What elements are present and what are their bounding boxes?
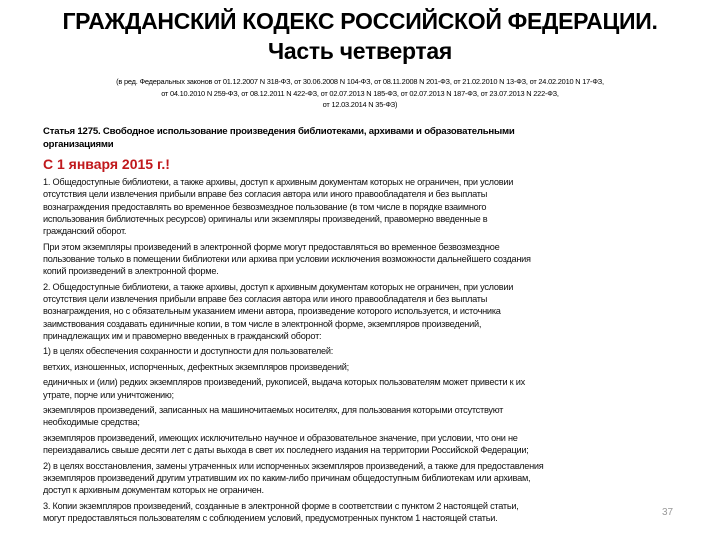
paragraph-line: 3. Копии экземпляров произведений, созданные в электронной форме в соответствии с пунктом 2 настоящей статьи, <box>43 500 519 511</box>
paragraph <box>43 176 673 237</box>
paragraph-line: экземпляров произведений, имеющих исключительно научное и образовательное значение, при условии, что они не <box>43 432 518 443</box>
paragraph <box>43 500 673 525</box>
paragraph <box>43 376 673 401</box>
paragraph-line: вознаграждения предоставлять во временное безвозмездное пользование (в том числе в порядке взаимного <box>43 201 487 212</box>
paragraph-line: могут предоставляться пользователям с соблюдением условий, предусмотренных пунктом 1 настоящей статьи. <box>43 513 498 524</box>
paragraph <box>43 404 673 429</box>
paragraph-line: необходимые средства; <box>43 417 140 428</box>
paragraph-line: 2) в целях восстановления, замены утраченных или испорченных экземпляров произведений, а также для предоставления <box>43 460 544 471</box>
paragraph-line: отсутствия цели извлечения прибыли вправе без согласия автора или иного правообладателя и без выплаты <box>43 294 488 305</box>
paragraph-line: 1) в целях обеспечения сохранности и доступности для пользователей: <box>43 346 334 357</box>
paragraph-line: доступ к архивным документам которых не ограничен. <box>43 485 264 496</box>
paragraph-line: 2. Общедоступные библиотеки, а также архивы, доступ к архивным документам которых не ограничен, при условии <box>43 281 514 292</box>
paragraph-line: единичных и (или) редких экземпляров произведений, рукописей, выдача которых пользователям может привести к их <box>43 377 525 388</box>
paragraph-line: экземпляров произведений другим утратившим их по каким-либо причинам общедоступным библиотекам или архивам, <box>43 473 531 484</box>
refs-line: от 04.10.2010 N 259-ФЗ, от 08.12.2011 N 422-ФЗ, от 02.07.2013 N 185-ФЗ, от 02.07.2013 N 187-ФЗ, от 23.07.2013 N 222-ФЗ, <box>161 88 559 98</box>
refs-line: от 12.03.2014 N 35-ФЗ) <box>322 100 398 109</box>
effective-date-note: С 1 января 2015 г.! <box>43 156 170 172</box>
paragraph <box>43 345 673 357</box>
article-heading-line: Статья 1275. Свободное использование произведения библиотеками, архивами и образовательными <box>43 126 515 137</box>
paragraph-line: экземпляров произведений, записанных на машиночитаемых носителях, для пользования которыми отсутствуют <box>43 405 504 416</box>
paragraph <box>43 281 673 342</box>
paragraph-line: При этом экземпляры произведений в электронной форме могут предоставляться во временное безвозмездное <box>43 241 500 252</box>
paragraph-line: принадлежащих им и правомерно введенных в гражданский оборот: <box>43 330 322 341</box>
paragraph-line: отсутствия цели извлечения прибыли вправе без согласия автора или иного правообладателя и без выплаты <box>43 189 488 200</box>
paragraph-line: использования библиотечных ресурсов) оригиналы или экземпляры произведений, правомерно введенные в <box>43 213 488 224</box>
paragraph-line: вознаграждения, но с обязательным указанием имени автора, произведение которого используется, и источника <box>43 306 501 317</box>
article-heading <box>43 126 515 151</box>
paragraph <box>43 460 673 497</box>
paragraph <box>43 361 673 373</box>
refs-line: (в ред. Федеральных законов от 01.12.2007 N 318-ФЗ, от 30.06.2008 N 104-ФЗ, от 08.11.2008 N 201-ФЗ, от 21.02.2010 N 13-ФЗ, от 24.02.2010 N 17-ФЗ, <box>116 77 604 86</box>
document-subtitle: Часть четвертая <box>268 38 452 64</box>
paragraph-line: пользование только в помещении библиотеки или архива при условии исключения возможности дальнейшего создания <box>43 253 531 264</box>
article-heading-line: организациями <box>43 138 114 150</box>
paragraph <box>43 241 673 278</box>
paragraph-line: 1. Общедоступные библиотеки, а также архивы, доступ к архивным документам которых не ограничен, при условии <box>43 177 514 187</box>
page-number: 37 <box>662 507 674 518</box>
amendment-references <box>0 76 720 111</box>
document-title: ГРАЖДАНСКИЙ КОДЕКС РОССИЙСКОЙ ФЕДЕРАЦИИ. <box>62 8 658 34</box>
article-body <box>43 176 673 528</box>
paragraph-line: переиздавались свыше десяти лет с даты выхода в свет их последнего издания на территории Российской Федерации; <box>43 445 529 456</box>
paragraph <box>43 432 673 457</box>
paragraph-line: ветхих, изношенных, испорченных, дефектных экземпляров произведений; <box>43 361 349 372</box>
paragraph-line: заимствования создавать единичные копии, в том числе в электронной форме, экземпляров произведений, <box>43 318 482 329</box>
paragraph-line: утрате, порче или уничтожению; <box>43 389 174 400</box>
paragraph-line: копий произведений в электронной форме. <box>43 266 219 277</box>
paragraph-line: гражданский оборот. <box>43 226 127 237</box>
